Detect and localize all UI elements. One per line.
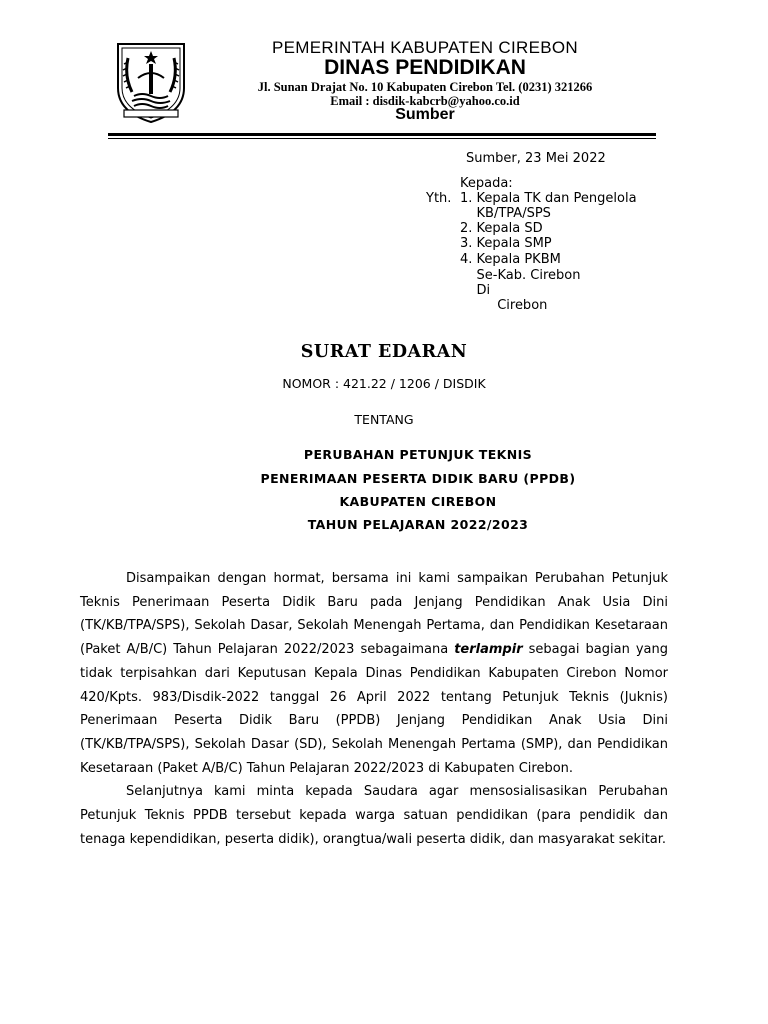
paragraph-text: sebagai bagian yang tidak terpisahkan dari Keputusan Kepala Dinas Pendidikan Kabupaten Cirebon Nomor 420/Kpts. 983/Disdik-2022 tanggal 26 April 2022 tentang Petunjuk Teknis (Juknis) Penerimaan Peserta Didik Baru (PPDB) Jenjang Pendidikan Anak Usia Dini (TK/KB/TPA/SPS), Sekolah Dasar (SD), Sekolah Menengah Pertama (SMP), dan Pendidikan Kesetaraan (Paket A/B/C) Tahun Pelajaran 2022/2023 di Kabupaten Cirebon. [80, 642, 669, 776]
document-title: SURAT EDARAN [300, 342, 468, 362]
letterhead-rule-thin [108, 138, 656, 139]
recipient-salutation: Yth. [426, 191, 452, 206]
department-name: DINAS PENDIDIKAN [324, 56, 526, 79]
letter-date: Sumber, 23 Mei 2022 [466, 151, 606, 166]
recipient-line: 1. Kepala TK dan Pengelola [460, 191, 637, 206]
subject-line: PERUBAHAN PETUNJUK TEKNIS [303, 447, 533, 462]
emphasis-text: terlampir [454, 642, 523, 658]
body-paragraph-1 [80, 567, 668, 780]
government-name: PEMERINTAH KABUPATEN CIREBON [272, 38, 578, 57]
subject-line: PENERIMAAN PESERTA DIDIK BARU (PPDB) [260, 471, 576, 486]
recipient-line: Di [460, 283, 491, 298]
paragraph-text: Disampaikan dengan hormat, bersama ini kami sampaikan Perubahan Petunjuk Teknis Penerimaan Peserta Didik Baru pada Jenjang Pendidikan Anak Usia Dini (TK/KB/TPA/SPS), Sekolah Dasar, Sekolah Menengah Pertama, dan Pendidikan Kesetaraan (Paket A/B/C) Tahun Pelajaran 2022/2023 sebagaimana [80, 571, 668, 658]
recipient-line: 2. Kepala SD [460, 221, 543, 236]
recipient-line: Cirebon [460, 298, 548, 313]
letterhead-rule-thick [108, 133, 656, 136]
document-number: NOMOR : 421.22 / 1206 / DISDIK [282, 376, 486, 391]
body-paragraph-2: Selanjutnya kami minta kepada Saudara agar mensosialisasikan Perubahan Petunjuk Teknis PPDB tersebut kepada warga satuan pendidikan (para pendidik dan tenaga kependidikan, peserta didik), orangtua/wali peserta didik, dan masyarakat sekitar. [80, 784, 668, 847]
letter-body [80, 567, 668, 851]
recipient-line: KB/TPA/SPS [460, 206, 551, 221]
recipient-line: Se-Kab. Cirebon [460, 268, 581, 283]
recipient-heading: Kepada: [460, 176, 513, 191]
recipient-line: 3. Kepala SMP [460, 236, 552, 251]
office-email: Email : disdik-kabcrb@yahoo.co.id [330, 94, 520, 108]
recipient-line: 4. Kepala PKBM [460, 252, 561, 267]
subject-line: TAHUN PELAJARAN 2022/2023 [307, 517, 529, 532]
subject-line: KABUPATEN CIREBON [339, 494, 497, 509]
office-address: Jl. Sunan Drajat No. 10 Kabupaten Cirebon Tel. (0231) 321266 [257, 80, 593, 94]
office-city: Sumber [395, 106, 455, 123]
cirebon-coat-of-arms-logo [112, 38, 190, 124]
about-label: TENTANG [354, 412, 414, 427]
